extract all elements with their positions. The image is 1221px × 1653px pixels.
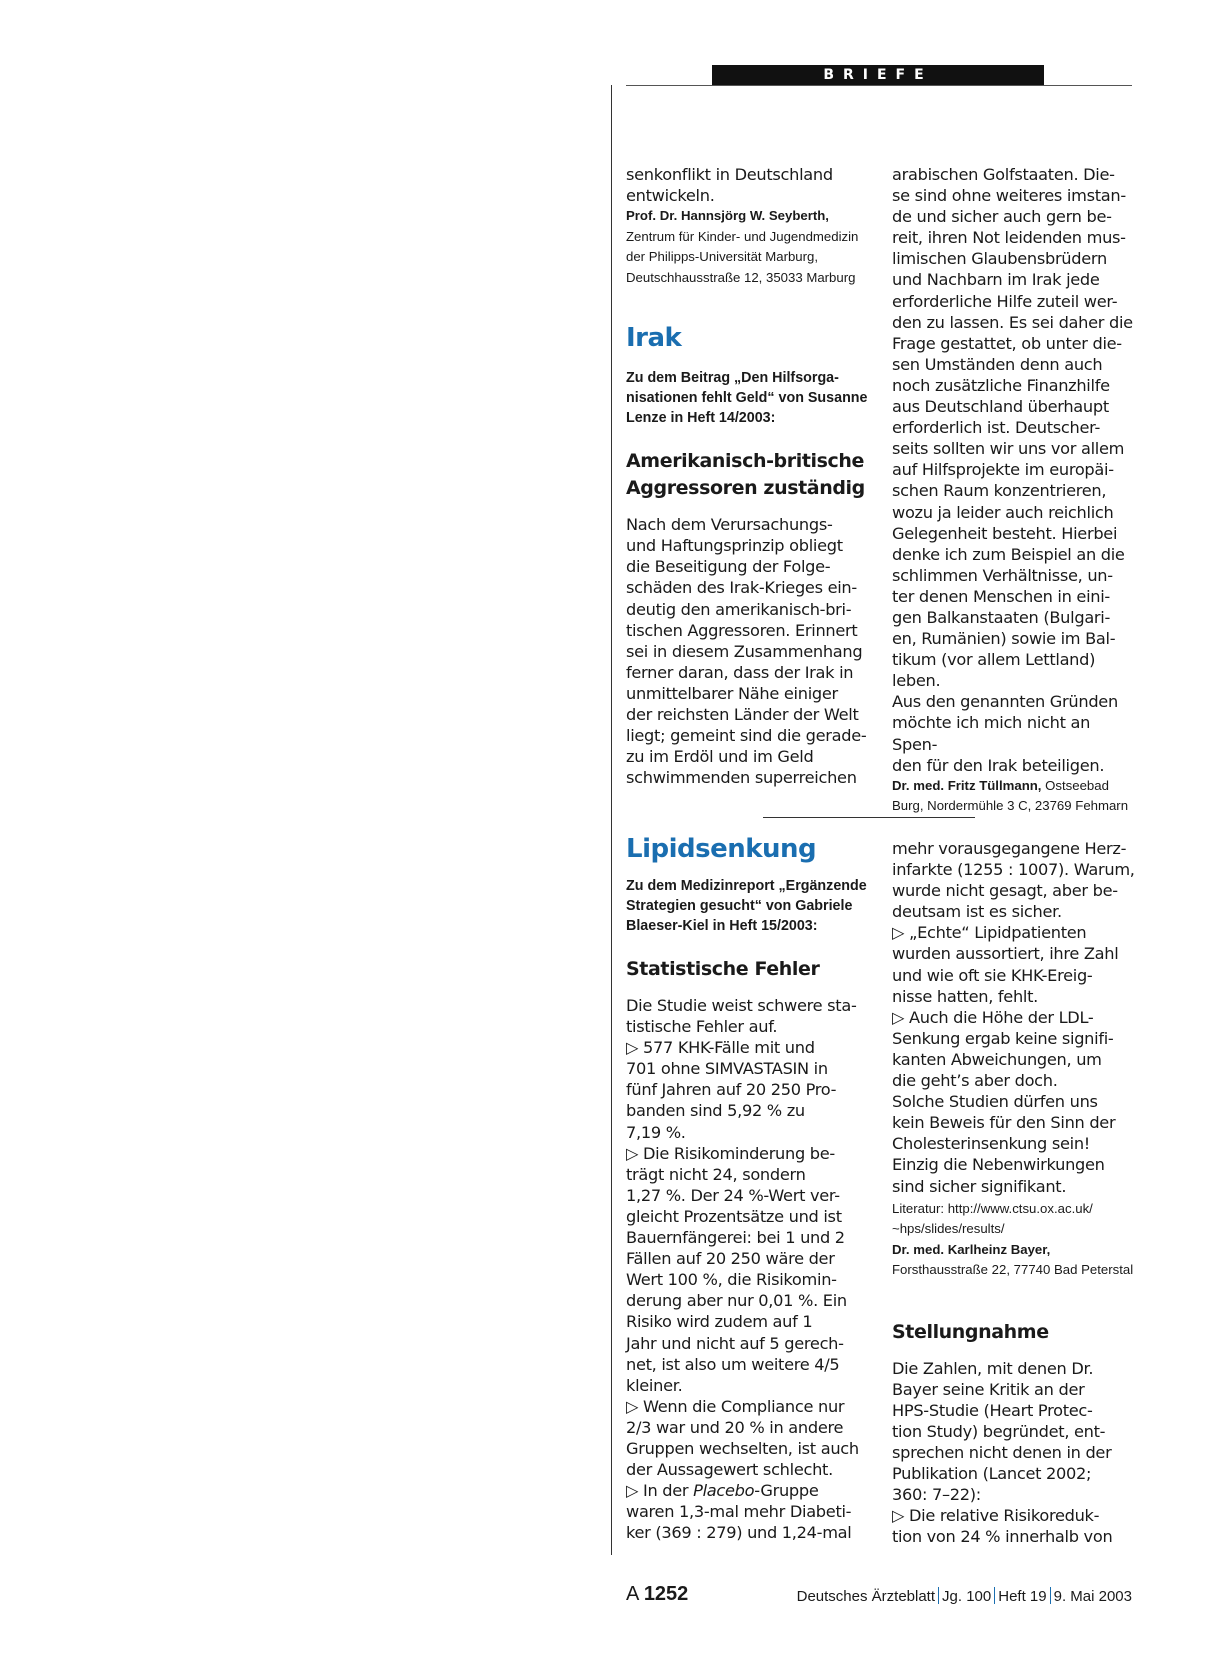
lipid-headline: Statistische Fehler [626,958,820,980]
lipid-body-col1 [626,995,870,1543]
page-number-value: 1252 [643,1583,689,1605]
journal-date: 9. Mai 2003 [1053,1588,1132,1605]
literature-reference: Literatur: http://www.ctsu.ox.ac.uk/ ~hps/slides/results/ [892,1200,1093,1237]
journal-name: Deutsches Ärzteblatt [796,1588,936,1605]
separator [994,1587,995,1604]
separator [938,1587,939,1604]
irak-headline: Amerikanisch-britische Aggressoren zuständig [626,450,865,500]
signature-name: Dr. med. Fritz Tüllmann, [892,777,1042,793]
letter-continuation-text: senkonflikt in Deutschland entwickeln. [626,165,833,206]
column-1-lower [626,834,870,1543]
lipid-signature [892,1240,1136,1281]
column-1-upper [626,164,870,788]
irak-signature [892,776,1136,817]
lipid-intro: Zu dem Medizinreport „Ergänzende Strategien gesucht“ von Gabriele Blaeser-Kiel in Heft 15/2003: [626,878,867,934]
irak-intro: Zu dem Beitrag „Den Hilfsorga- nisationen fehlt Geld“ von Susanne Lenze in Heft 14/2003: [626,370,868,427]
irak-body-col1: Nach dem Verursachungs- und Haftungsprinzip obliegt die Beseitigung der Folge- schäden des Irak-Krieges ein- deutig den amerikanisch-bri- tischen Aggressoren. Erinnert sei in diesem Zusammenhang ferner daran, dass der Irak in unmittelbarer Nähe einiger der reichsten Länder der Welt liegt; gemeint sind die gerade- zu im Erdöl und im Geld schwimmenden superreichen [626,515,867,788]
journal-info [797,1587,1132,1605]
section-divider [763,817,975,818]
lipid-body-col2: mehr vorausgegangene Herz- infarkte (1255 : 1007). Warum, wurde nicht gesagt, aber be- deutsam ist es sicher. ▷ „Echte“ Lipidpatienten wurden aussortiert, ihre Zahl und wie oft sie KHK-Ereig- nisse hatten, fehlt. ▷ Auch die Höhe der LDL- Senkung ergab keine signifi- kanten Abweichungen, um die geht’s aber doch. Solche Studien dürfen uns kein Beweis für den Sinn der Cholesterinsenkung sein! Einzig die Nebenwirkungen sind sicher signifikant. [892,839,1135,1196]
page-footer [626,1583,1132,1609]
lipid-body-part1: Die Studie weist schwere sta- tistische Fehler auf. ▷ 577 KHK-Fälle mit und 701 ohne SIMVASTASIN in fünf Jahren auf 20 250 Pro- banden sind 5,92 % zu 7,19 %. ▷ Die Risikominderung be- trägt nicht 24, sondern 1,27 %. Der 24 %-Wert ver- gleicht Prozentsätze und ist Bauernfängerei: bei 1 und 2 Fällen auf 20 250 wäre der Wert 100 %, die Risikomin- derung aber nur 0,01 %. Ein Risiko wird zudem auf 1 Jahr und nicht auf 5 gerech- net, ist also um weitere 4/5 kleiner. ▷ Wenn die Compliance nur 2/3 war und 20 % in andere Gruppen wechselten, ist auch der Aussagewert schlecht. ▷ In der [626,996,859,1501]
letter-signature [626,206,870,288]
signature-address: Forsthausstraße 22, 77740 Bad Peterstal [892,1262,1134,1278]
lipid-body-part2: -Gruppe waren 1,3-mal mehr Diabeti- ker (369 : 279) und 1,24-mal [626,1481,852,1543]
topic-title-irak: Irak [626,323,682,354]
page-prefix: A [626,1583,639,1605]
placebo-italic: Placebo [693,1481,755,1501]
signature-name: Prof. Dr. Hannsjörg W. Seyberth, [626,208,829,224]
section-label: BRIEFE [712,65,1044,86]
separator [1050,1587,1051,1604]
journal-volume: Jg. 100 [942,1588,992,1605]
reply-body: Die Zahlen, mit denen Dr. Bayer seine Kritik an der HPS-Studie (Heart Protec- tion Study) begründet, ent- sprechen nicht denen in der Publikation (Lancet 2002; 360: 7–22): ▷ Die relative Risikoreduk- tion von 24 % innerhalb von [892,1358,1113,1547]
vertical-rule [611,85,612,1555]
reply-headline: Stellungnahme [892,1320,1049,1343]
signature-address: Ostseebad Burg, Nordermühle 3 C, 23769 Fehmarn [892,777,1129,814]
column-2-lower [892,838,1136,1547]
signature-name: Dr. med. Karlheinz Bayer, [892,1241,1051,1257]
irak-body-col2: arabischen Golfstaaten. Die- se sind ohne weiteres imstan- de und sicher auch gern be- reit, ihren Not leidenden mus- limischen Glaubensbrüdern und Nachbarn im Irak jede erforderliche Hilfe zuteil wer- den zu lassen. Es sei daher die Frage gestattet, ob unter die- sen Umständen denn auch noch zusätzliche Finanzhilfe aus Deutschland überhaupt erforderlich ist. Deutscher- seits sollten wir uns vor allem auf Hilfsprojekte im europäi- schen Raum konzentrieren, wozu ja leider auch reichlich Gelegenheit besteht. Hierbei denke ich zum Beispiel an die schlimmen Verhältnisse, un- ter denen Menschen in eini- gen Balkanstaaten (Bulgari- en, Rumänien) sowie im Bal- tikum (vor allem Lettland) leben. Aus den genannten Gründen möchte ich mich nicht an Spen- den für den Irak beteiligen. [892,165,1133,775]
header-rule [626,85,1132,86]
column-2-upper [892,164,1136,817]
journal-issue: Heft 19 [998,1588,1047,1605]
signature-address: Zentrum für Kinder- und Jugendmedizin der Philipps-Universität Marburg, Deutschhausstraße 12, 35033 Marburg [626,228,859,285]
topic-title-lipidsenkung: Lipidsenkung [626,834,817,864]
page-number [626,1583,688,1606]
